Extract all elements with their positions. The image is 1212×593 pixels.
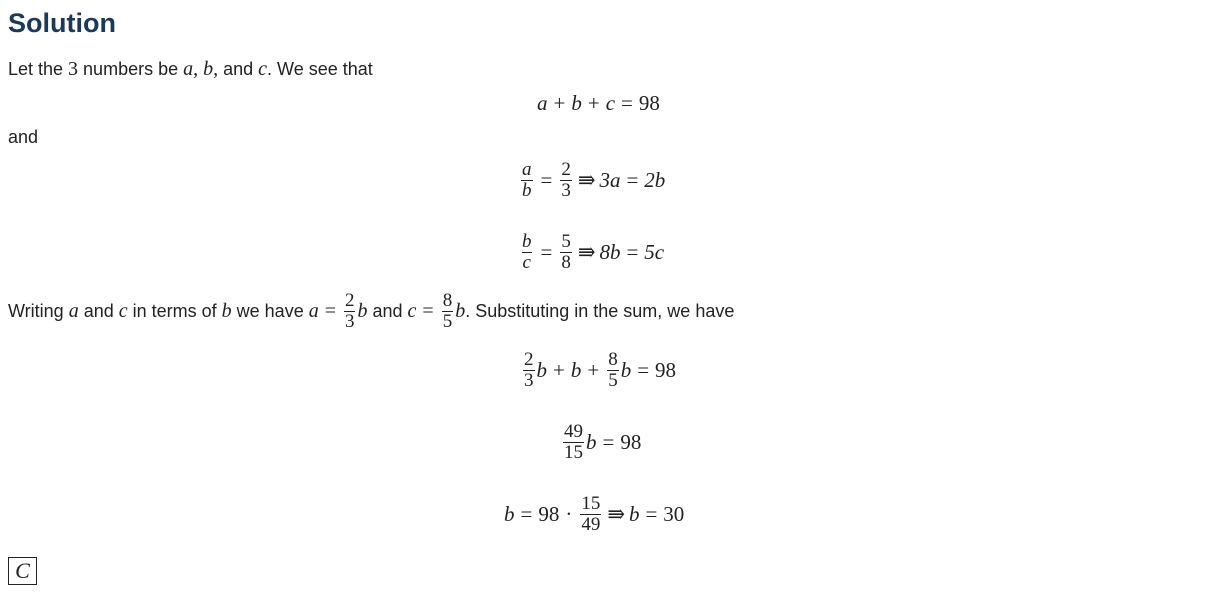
eq2-num2: 2 — [561, 159, 571, 180]
eq5-num: 49 — [564, 421, 583, 442]
eq1-c: c — [605, 91, 616, 115]
intro-text-2: numbers be — [83, 59, 179, 79]
eq4-b2: b — [570, 357, 582, 382]
eq6-implies: ⇛ — [607, 501, 625, 526]
eq3-rhs-left: 8b — [599, 239, 621, 264]
eq5-fraction — [563, 422, 584, 463]
eq2-fraction-left — [521, 160, 533, 201]
answer-box: C — [8, 557, 37, 585]
writing-var-c2: c — [407, 299, 417, 322]
writing-f1-den: 3 — [344, 310, 355, 332]
intro-line — [8, 58, 373, 81]
eq6-fraction — [580, 494, 601, 535]
writing-var-b2: b — [357, 299, 368, 322]
eq4-f1-num: 2 — [524, 349, 534, 370]
eq5-rhs: 98 — [620, 429, 642, 454]
eq6-dot: · — [565, 501, 573, 526]
intro-var-c: c — [258, 58, 268, 80]
eq1-b: b — [571, 91, 582, 115]
eq6-den: 49 — [581, 513, 601, 535]
eq6-b2: b — [628, 501, 640, 526]
eq4-f2-num: 8 — [608, 349, 618, 370]
writing-var-a2: a — [308, 299, 319, 322]
writing-line: Writing a and c in terms of b we have a = $\frac{2}{3}$ b and c = $\frac{8}{5}$ b . Substituting in the sum, we have — [8, 290, 735, 332]
writing-fraction-2 — [442, 291, 454, 332]
writing-text-5: and — [372, 300, 403, 321]
eq5-b: b — [586, 429, 597, 454]
eq2-fraction-right — [560, 160, 572, 201]
eq6-val: 98 — [538, 501, 560, 526]
eq1-rhs: 98 — [638, 91, 660, 115]
intro-text-4: . We see that — [267, 59, 373, 79]
eq3-rhs-right: 5c — [644, 239, 665, 264]
writing-var-b3: b — [455, 299, 466, 322]
eq3-fraction-left — [521, 232, 533, 273]
equation-solution: b = 98 · $\frac{15}{49}$ ⇛ b = 30 — [504, 493, 685, 535]
eq4-rhs: 98 — [655, 357, 677, 382]
eq3-fraction-right — [560, 232, 572, 273]
eq4-f2-den: 5 — [608, 369, 618, 391]
eq2-rhs-left: 3a — [599, 167, 621, 192]
intro-text-3: and — [223, 59, 254, 79]
eq5-den: 15 — [564, 441, 583, 463]
page-title: Solution — [8, 8, 116, 38]
eq3-num1: b — [522, 231, 532, 252]
writing-f1-num: 2 — [344, 290, 355, 311]
eq6-b: b — [504, 501, 515, 526]
eq3-den1: c — [522, 251, 531, 273]
writing-var-b: b — [221, 299, 232, 322]
writing-var-a: a — [68, 299, 79, 322]
intro-vars: a, b, — [183, 58, 219, 80]
writing-text-2: and — [83, 300, 114, 321]
writing-fraction-1 — [344, 291, 356, 332]
eq2-num1: a — [522, 159, 532, 180]
eq2-den1: b — [522, 179, 532, 201]
writing-f2-num: 8 — [442, 290, 453, 311]
eq3-implies: ⇛ — [577, 239, 596, 264]
equation-sum: a + b + c = 98 — [537, 91, 660, 115]
intro-number: 3 — [68, 58, 79, 80]
eq4-f1-den: 3 — [524, 369, 534, 391]
eq2-den2: 3 — [561, 179, 571, 201]
writing-text-1: Writing — [8, 300, 64, 321]
intro-text-1: Let the — [8, 59, 64, 79]
writing-f2-den: 5 — [442, 310, 453, 332]
eq2-rhs-right: 2b — [644, 167, 666, 192]
equation-substituted: $\frac{2}{3}$ b + b + $\frac{8}{5}$ b = 98 — [524, 349, 677, 391]
eq4-fraction-1 — [523, 350, 535, 391]
eq4-fraction-2 — [607, 350, 619, 391]
writing-var-c: c — [118, 299, 128, 322]
equation-ratio-bc: $\frac{b}{c}$ = $\frac{5}{8}$ ⇛ 8b = 5c — [522, 231, 665, 273]
equation-ratio-ab: $\frac{a}{b}$ = $\frac{2}{3}$ ⇛ 3a = 2b — [522, 159, 666, 201]
eq4-b1: b — [536, 357, 547, 382]
eq2-implies: ⇛ — [577, 167, 596, 192]
eq3-num2: 5 — [561, 231, 571, 252]
eq6-num: 15 — [581, 493, 601, 514]
eq3-den2: 8 — [561, 251, 571, 273]
writing-text-3: in terms of — [132, 300, 217, 321]
and-text: and — [8, 127, 39, 147]
eq6-rhs: 30 — [663, 501, 685, 526]
writing-text-6: . Substituting in the sum, we have — [465, 300, 735, 321]
equation-combined: $\frac{49}{15}$ b = 98 — [564, 421, 642, 463]
writing-text-4: we have — [236, 300, 304, 321]
eq4-b3: b — [620, 357, 632, 382]
eq1-a: a — [537, 91, 548, 115]
